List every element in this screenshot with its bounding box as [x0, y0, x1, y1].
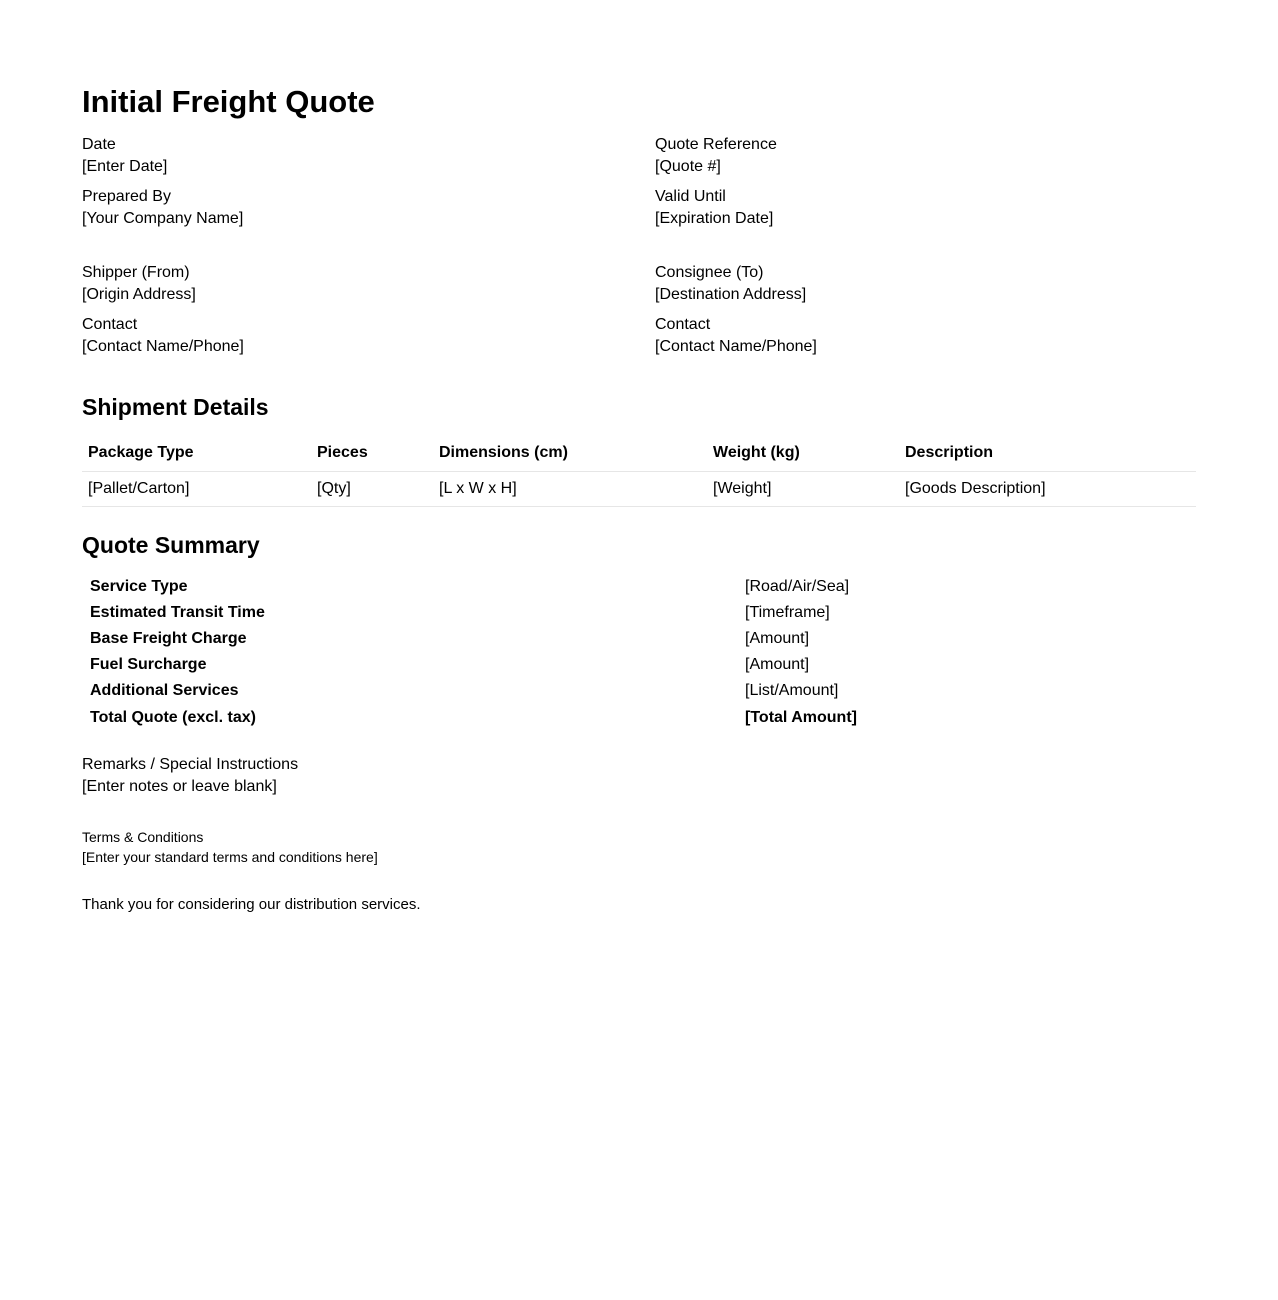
shipper-contact-value: [Contact Name/Phone]	[82, 338, 244, 355]
terms-field	[82, 827, 378, 867]
summary-row-fuel-surcharge	[90, 652, 1090, 678]
summary-label: Base Freight Charge	[90, 630, 247, 647]
package-type-cell: [Pallet/Carton]	[82, 472, 311, 507]
pieces-cell: [Qty]	[311, 472, 433, 507]
summary-label: Service Type	[90, 578, 188, 595]
total-amount-value: [Total Amount]	[745, 709, 857, 726]
summary-value: [Road/Air/Sea]	[745, 578, 850, 595]
summary-row-base-freight	[90, 626, 1090, 652]
consignee-contact-label: Contact	[655, 316, 711, 333]
consignee-contact-value: [Contact Name/Phone]	[655, 338, 817, 355]
summary-label: Additional Services	[90, 682, 239, 699]
description-cell: [Goods Description]	[899, 472, 1196, 507]
table-row	[82, 472, 1196, 507]
remarks-field	[82, 754, 298, 798]
consignee-field	[655, 262, 806, 306]
summary-row-service-type	[90, 574, 1090, 600]
date-label: Date	[82, 136, 116, 153]
page-title: Initial Freight Quote	[82, 84, 375, 119]
remarks-label: Remarks / Special Instructions	[82, 756, 299, 773]
summary-value: [Amount]	[745, 630, 810, 647]
col-dimensions: Dimensions (cm)	[433, 435, 707, 472]
col-package-type: Package Type	[82, 435, 311, 472]
shipper-label: Shipper (From)	[82, 264, 190, 281]
summary-label: Total Quote (excl. tax)	[90, 709, 256, 726]
shipper-value: [Origin Address]	[82, 286, 196, 303]
summary-value: [Timeframe]	[745, 604, 830, 621]
consignee-value: [Destination Address]	[655, 286, 807, 303]
prepared-by-value: [Your Company Name]	[82, 210, 244, 227]
consignee-contact-field	[655, 314, 817, 358]
quote-reference-label: Quote Reference	[655, 136, 777, 153]
prepared-by-label: Prepared By	[82, 188, 171, 205]
shipment-table	[82, 435, 1196, 507]
shipper-field	[82, 262, 196, 306]
summary-label: Estimated Transit Time	[90, 604, 265, 621]
closing-note: Thank you for considering our distribution services.	[82, 896, 421, 913]
summary-value: [Amount]	[745, 656, 810, 673]
remarks-value: [Enter notes or leave blank]	[82, 778, 277, 795]
col-description: Description	[899, 435, 1196, 472]
shipment-details-heading: Shipment Details	[82, 394, 269, 420]
quote-summary-table	[90, 574, 1090, 732]
col-pieces: Pieces	[311, 435, 433, 472]
shipper-contact-label: Contact	[82, 316, 138, 333]
col-weight: Weight (kg)	[707, 435, 899, 472]
weight-cell: [Weight]	[707, 472, 899, 507]
valid-until-label: Valid Until	[655, 188, 726, 205]
summary-row-additional-services	[90, 678, 1090, 704]
summary-row-transit-time	[90, 600, 1090, 626]
summary-row-total	[90, 704, 1090, 732]
quote-reference-value: [Quote #]	[655, 158, 721, 175]
quote-reference-field	[655, 134, 777, 178]
valid-until-value: [Expiration Date]	[655, 210, 774, 227]
prepared-by-field	[82, 186, 243, 230]
quote-summary-heading: Quote Summary	[82, 532, 260, 558]
summary-value: [List/Amount]	[745, 682, 839, 699]
dimensions-cell: [L x W x H]	[433, 472, 707, 507]
valid-until-field	[655, 186, 773, 230]
date-field	[82, 134, 167, 178]
summary-label: Fuel Surcharge	[90, 656, 207, 673]
shipment-header-row	[82, 435, 1196, 472]
date-value: [Enter Date]	[82, 158, 168, 175]
consignee-label: Consignee (To)	[655, 264, 764, 281]
shipper-contact-field	[82, 314, 244, 358]
terms-label: Terms & Conditions	[82, 829, 204, 845]
terms-value: [Enter your standard terms and conditions here]	[82, 849, 378, 865]
